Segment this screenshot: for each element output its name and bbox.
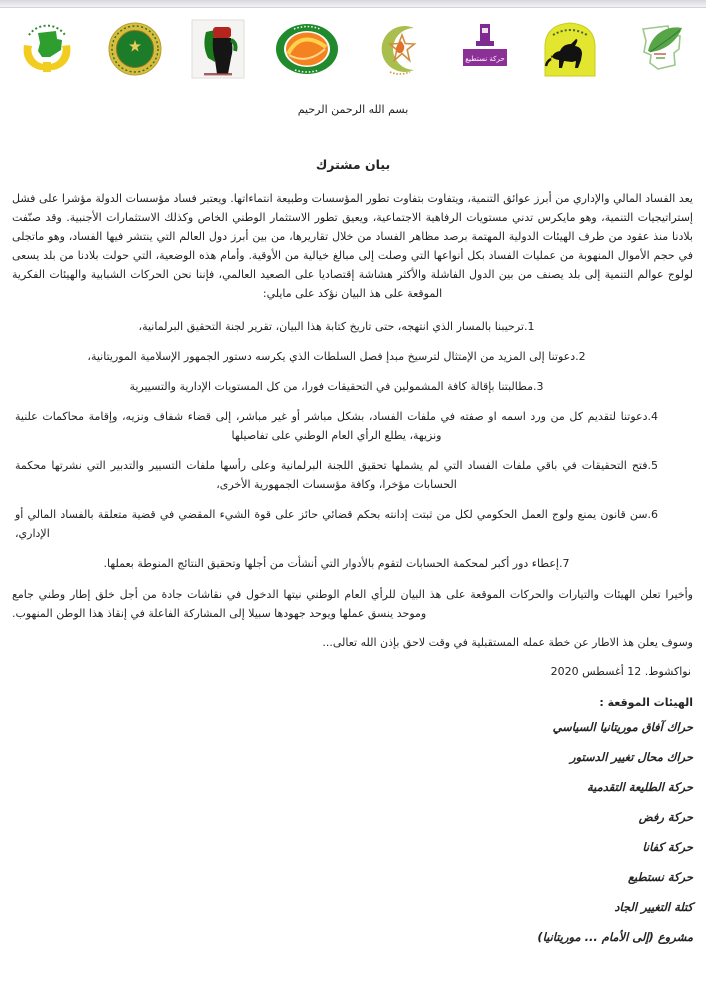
nastatie-banner-icon bbox=[459, 19, 511, 79]
green-oval-orange-sun-logo bbox=[274, 21, 340, 77]
raised-fist-icon bbox=[191, 18, 245, 80]
crescent-star-flame-logo bbox=[368, 20, 430, 78]
signatory-3: حركة الطليعة التقدمية bbox=[586, 780, 693, 794]
signatories-heading: الهيئات الموقعة : bbox=[599, 696, 693, 709]
logos-row bbox=[0, 8, 706, 80]
list-item-6: 6.سن قانون يمنع ولوج العمل الحكومي لكل من ثبتت إدانته بحكم قضائي حائز على قوة الشيء المقضي في قضية متعلقة بالفساد المالي أو الإداري، bbox=[15, 508, 658, 540]
crescent-seal-icon bbox=[107, 21, 163, 77]
pan-african-fist-logo bbox=[191, 18, 245, 80]
signatory-6: حركة نستطيع bbox=[627, 870, 693, 884]
signatory-5: حركة كفانا bbox=[642, 840, 693, 854]
intro-paragraph: يعد الفساد المالي والإداري من أبرز عوائق التنمية، ويتفاوت بتفاوت تطور المؤسسات وطبيعة انتماءاتها. ويعتبر فساد مؤسسات الدولة مؤشرا على فشل إستراتيجيات التنمية، وهو مايكرس تدني مستويات الرفاهية الاجتماعية، ويعيق تطور الاستثمار الوطني الخاص وكذلك الاستثمارات الأجنبية. وقد صنّفت بلادنا منذ عقود من طرف الهيئات الدولية المهتمة برصد مظاهر الفساد من خلال تقاريرها، من بين أبرز دول العالم التي ينتشر فيها الفساد، وهو ماتجلى في حجم الأموال المنهوبة من عمليات الفساد بكل أنواعها التي وصلت إلى مبالغ خيالية من الأوقية. وأمام هذه الوضعية، التي حولت بلادنا من بلد يسعى لولوج عوالم التنمية إلى بلد يصنف من بين الدول الفاشلة والأكثر هشاشة إقتصاديا على الصعيد العالمي، فإننا نحن الحركات الشبابية والهيئات الفكرية الموقعة على هذ البيان نؤكد على مايلي: bbox=[12, 192, 693, 300]
signatory-1: حراك آفاق موريتانيا السياسي bbox=[552, 720, 693, 734]
green-map-feather-logo bbox=[630, 19, 690, 79]
map-feather-icon bbox=[630, 19, 690, 79]
oval-sun-icon bbox=[274, 21, 340, 77]
list-item-7: 7.إعطاء دور أكبر لمحكمة الحسابات لتقوم بالأدوار التي أنشأت من أجلها وتحقيق النتائج المنوطة بعملها. bbox=[103, 557, 570, 570]
nastatie-purple-logo bbox=[459, 19, 511, 79]
date-line: نواكشوط. 12 أغسطس 2020 bbox=[550, 665, 691, 678]
signatory-4: حركة رفض bbox=[638, 810, 693, 824]
window-top-edge bbox=[0, 0, 706, 8]
yellow-horse-shield-logo bbox=[539, 19, 601, 79]
closing-paragraph: وأخيرا تعلن الهيئات والتيارات والحركات الموقعة على هذ البيان للرأي العام الوطني نيتها الدخول في نقاشات جادة من أجل خلق إطار وطني جامع وموحد ينسق عملها ويوحد جهودها سبيلا إلى المشاركة الفاعلة في إنقاذ هذا الوطن المنهوب. bbox=[12, 588, 693, 620]
list-item-3: 3.مطالبتنا بإقالة كافة المشمولين في التحقيقات فورا، من كل المستويات الإدارية والتسييرية bbox=[129, 380, 544, 393]
signatory-2: حراك محال تغيير الدستور bbox=[570, 750, 693, 764]
list-item-5: 5.فتح التحقيقات في باقي ملفات الفساد التي لم يشملها تحقيق اللجنة البرلمانية وعلى رأسها ملفات التسيير والتدبير التي نشرتها محكمة الحسابات مؤخرا، وكافة مؤسسات الجمهورية الأخرى، bbox=[15, 459, 658, 491]
nastatie-caption-text: حركة نستطيع bbox=[465, 55, 505, 63]
signatory-8: مشروع (إلى الأمام ... موريتانيا) bbox=[537, 930, 693, 944]
signatory-7: كتلة التغيير الجاد bbox=[614, 900, 693, 914]
crescent-star-icon bbox=[368, 20, 430, 78]
green-crescent-seal-logo bbox=[107, 21, 163, 77]
hands-map-icon bbox=[16, 19, 78, 79]
list-item-1: 1.ترحيبنا بالمسار الذي انتهجه، حتى تاريخ كتابة هذا البيان، تقرير لجنة التحقيق البرلمانية، bbox=[138, 320, 535, 333]
basmala-line: بسم الله الرحمن الرحيم bbox=[297, 103, 409, 116]
statement-title: بيان مشترك bbox=[315, 157, 391, 172]
list-item-4: 4.دعوتنا لتقديم كل من ورد اسمه او صفته في ملفات الفساد، بشكل مباشر أو غير مباشر، إلى قضاء شفاف ونزيه، وإقامة محاكمات علنية ونزيهة، يطلع الرأي العام الوطني على تفاصيلها bbox=[15, 410, 658, 442]
horse-shield-icon bbox=[539, 19, 601, 79]
hands-holding-map-logo bbox=[16, 19, 78, 79]
future-plan-line: وسوف يعلن هذ الاطار عن خطة عمله المستقبلية في وقت لاحق بإذن الله تعالى... bbox=[322, 636, 693, 649]
list-item-2: 2.دعوتنا إلى المزيد من الإمتثال لترسيخ مبدإ فصل السلطات الذي يكرسه دستور الجمهور الإسلامية الموريتانية، bbox=[87, 350, 586, 363]
